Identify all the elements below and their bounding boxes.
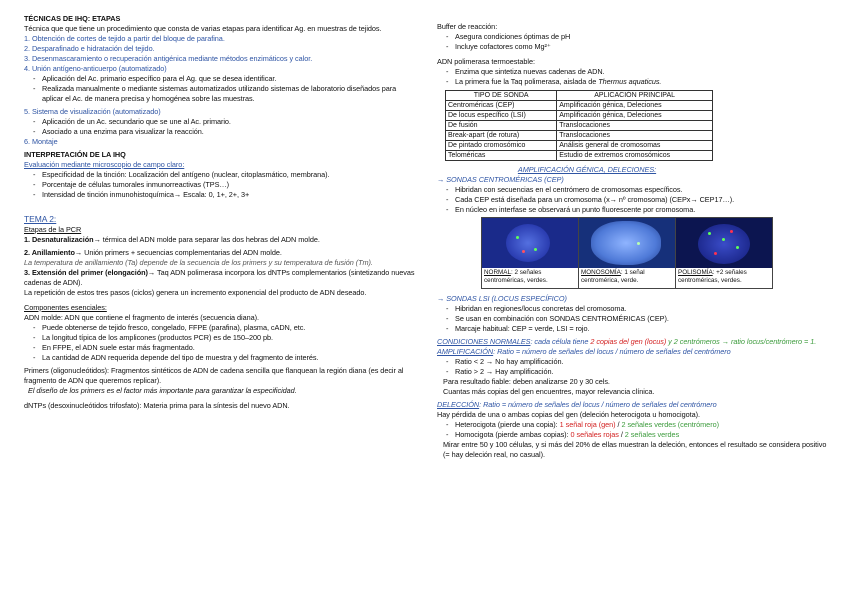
table-row bbox=[446, 121, 713, 131]
tema-2-title: TEMA 2: bbox=[24, 214, 57, 224]
ihq-title: TÉCNICAS DE IHQ: ETAPAS bbox=[24, 14, 121, 23]
taq-text: La primera fue la Taq polimerasa, aislada de bbox=[455, 77, 599, 86]
step-1: 1. Obtención de cortes de tejido a partir del bloque de parafina. bbox=[24, 34, 225, 43]
lsi-item: - Marcaje habitual: CEP = verde, LSI = rojo. bbox=[437, 324, 833, 334]
table-cell: Estudio de extremos cromosómicos bbox=[557, 151, 713, 161]
table-header-row bbox=[446, 91, 713, 101]
buffer-item: - Asegura condiciones óptimas de pH bbox=[437, 32, 833, 42]
pcr-step-3-text: → Taq ADN polimerasa incorpora los dNTPs complementarios (sintetizando nuevas cadenas de ADN). bbox=[24, 268, 415, 287]
table-cell: Translocaciones bbox=[557, 121, 713, 131]
step-5-item: - Asociado a una enzima para visualizar la reacción. bbox=[24, 127, 416, 137]
deletion-final-note: Mirar entre 50 y 100 células, y si más del 20% de ellas muestran la deleción, entonces el resultado se considera positivo (= hay deleción real, no casual). bbox=[443, 440, 827, 459]
pcr-repetition: La repetición de estos tres pasos (ciclos) genera un incremento exponencial del producto de ADN deseado. bbox=[24, 288, 367, 297]
pcr-stages-title: Etapas de la PCR bbox=[24, 225, 82, 234]
het-red: 1 señal roja (gen) bbox=[559, 420, 616, 429]
dntps: dNTPs (desoxinucleótidos trifosfato): Materia prima para la síntesis del nuevo ADN. bbox=[24, 401, 290, 410]
table-header: TIPO DE SONDA bbox=[446, 91, 557, 101]
right-column bbox=[437, 22, 833, 460]
table-cell: Amplificación génica, Deleciones bbox=[557, 111, 713, 121]
table-cell: Análisis general de cromosomas bbox=[557, 141, 713, 151]
adn-molde: ADN molde: ADN que contiene el fragmento de interés (secuencia diana). bbox=[24, 313, 259, 322]
fish-normal bbox=[481, 217, 579, 289]
primers: Primers (oligonucleótidos): Fragmentos sintéticos de ADN de cadena sencilla que flanquean la región diana (es decir al fragmento de ADN que queremos replicar). bbox=[24, 366, 404, 385]
amplification-note-1: Para resultado fiable: deben analizarse 20 y 30 cels. bbox=[443, 377, 610, 386]
amplification-list bbox=[437, 357, 833, 377]
probe-table bbox=[445, 90, 713, 161]
fish-monosomy-image bbox=[579, 218, 675, 268]
table-row bbox=[446, 141, 713, 151]
interp-item: - Porcentaje de células tumorales inmunorreactivas (TPS…) bbox=[24, 180, 416, 190]
deletion-homozygous bbox=[437, 430, 833, 440]
deletion-ratio bbox=[437, 400, 833, 410]
ihq-intro: Técnica que que tiene un procedimiento que consta de varias etapas para identificar Ag. en muestras de tejidos. bbox=[24, 24, 382, 33]
table-cell: De fusión bbox=[446, 121, 557, 131]
components-title: Componentes esenciales: bbox=[24, 303, 107, 312]
het-label: Heterocigota (pierde una copia): bbox=[455, 420, 560, 429]
amplification-ratio-text: : Ratio = número de señales del locus / número de señales del centrómero bbox=[493, 347, 731, 356]
step-5-list bbox=[24, 117, 416, 137]
lsi-heading: → SONDAS LSI (LOCUS ESPECÍFICO) bbox=[437, 294, 567, 303]
interp-title: INTERPRETACIÓN DE LA IHQ bbox=[24, 150, 126, 159]
het-sep: / bbox=[615, 420, 622, 429]
step-2: 2. Desparafinado e hidratación del tejido. bbox=[24, 44, 155, 53]
fish-polysomy bbox=[676, 217, 773, 289]
table-row bbox=[446, 101, 713, 111]
het-green: 2 señales verdes (centrómero) bbox=[621, 420, 719, 429]
deletion-label: DELECCIÓN bbox=[437, 400, 480, 409]
hom-sep: / bbox=[618, 430, 625, 439]
lsi-item: - Se usan en combinación con SONDAS CENTROMÉRICAS (CEP). bbox=[437, 314, 833, 324]
table-cell: Teloméricas bbox=[446, 151, 557, 161]
table-cell: Break-apart (de rotura) bbox=[446, 131, 557, 141]
amplification-ratio bbox=[437, 347, 833, 357]
pcr-step-2-note: La temperatura de anillamiento (Ta) depende de la secuencia de los primers y su temperatura de fusión (Tm). bbox=[24, 258, 373, 267]
amplification-item: - Ratio > 2 → Hay amplificación. bbox=[437, 367, 833, 377]
left-column bbox=[24, 14, 416, 411]
fish-polysomy-label: POLISOMÍA bbox=[678, 269, 713, 276]
normal-conditions-copies: 2 copias del gen (locus) bbox=[590, 337, 667, 346]
buffer-title: Buffer de reacción: bbox=[437, 22, 498, 31]
fish-normal-caption bbox=[482, 268, 578, 288]
pcr-step-2-text: → Unión primers + secuencias complementarias del ADN molde. bbox=[74, 248, 282, 257]
fish-normal-image bbox=[482, 218, 578, 268]
fish-images bbox=[481, 217, 833, 289]
step-3: 3. Desenmascaramiento o recuperación antigénica mediante métodos enzimáticos y calor. bbox=[24, 54, 313, 63]
step-4-list bbox=[24, 74, 416, 104]
normal-conditions-text: : cada célula tiene bbox=[530, 337, 591, 346]
cep-heading: → SONDAS CENTROMÉRICAS (CEP) bbox=[437, 175, 564, 184]
buffer-list bbox=[437, 32, 833, 52]
step-5-item: - Aplicación de un Ac. secundario que se une al Ac. primario. bbox=[24, 117, 416, 127]
fish-monosomy-text: : 1 señal centromérica, verde. bbox=[581, 269, 645, 284]
deletion-ratio-text: : Ratio = número de señales del locus / número de señales del centrómero bbox=[479, 400, 717, 409]
table-row bbox=[446, 131, 713, 141]
adn-molde-item: - En FFPE, el ADN suele estar más fragmentado. bbox=[24, 343, 416, 353]
adn-molde-item: - Puede obtenerse de tejido fresco, congelado, FFPE (parafina), plasma, cADN, etc. bbox=[24, 323, 416, 333]
interp-list bbox=[24, 170, 416, 200]
amplification-item: - Ratio < 2 → No hay amplificación. bbox=[437, 357, 833, 367]
table-row bbox=[446, 111, 713, 121]
deletion-heterozygous bbox=[437, 420, 833, 430]
fish-monosomy-caption bbox=[579, 268, 675, 288]
pcr-step-1 bbox=[24, 235, 416, 245]
step-6: 6. Montaje bbox=[24, 137, 58, 146]
interp-subtitle: Evaluación mediante microscopio de campo claro: bbox=[24, 160, 185, 169]
normal-conditions-label: CONDICIONES NORMALES bbox=[437, 337, 531, 346]
pcr-step-1-text: → térmica del ADN molde para separar las dos hebras del ADN molde. bbox=[93, 235, 320, 244]
table-row bbox=[446, 151, 713, 161]
cep-item: - Cada CEP está diseñada para un cromosoma (x→ nº cromosoma) (CEPx→ CEP17…). bbox=[437, 195, 833, 205]
pcr-step-2-label: 2. Anillamiento bbox=[24, 248, 75, 257]
pcr-step-2 bbox=[24, 248, 416, 258]
fish-monosomy bbox=[579, 217, 676, 289]
polymerase-list bbox=[437, 67, 833, 87]
primers-note: El diseño de los primers es el factor más importante para garantizar la especificidad. bbox=[28, 386, 297, 395]
amplification-label: AMPLIFICACIÓN bbox=[437, 347, 494, 356]
table-cell: Translocaciones bbox=[557, 131, 713, 141]
deletion-description: Hay pérdida de una o ambas copias del gen (deleción heterocigota u homocigota). bbox=[437, 410, 700, 419]
normal-conditions-ratio: y 2 centrómeros → ratio locus/centrómero = 1. bbox=[666, 337, 817, 346]
fish-polysomy-image bbox=[676, 218, 772, 268]
fish-normal-text: : 2 señales centroméricas, verdes. bbox=[484, 269, 548, 284]
adn-molde-list bbox=[24, 323, 416, 363]
polymerase-item: - Enzima que sintetiza nuevas cadenas de ADN. bbox=[437, 67, 833, 77]
buffer-item: - Incluye cofactores como Mg²⁺ bbox=[437, 42, 833, 52]
hom-label: Homocigota (pierde ambas copias): bbox=[455, 430, 571, 439]
adn-molde-item: - La cantidad de ADN requerida depende del tipo de muestra y del fragmento de interés. bbox=[24, 353, 416, 363]
step-4: 4. Unión antígeno-anticuerpo (automatizado) bbox=[24, 64, 167, 73]
polymerase-title: ADN polimerasa termoestable: bbox=[437, 57, 535, 66]
interp-item: - Intensidad de tinción inmunohistoquímica→ Escala: 0, 1+, 2+, 3+ bbox=[24, 190, 416, 200]
fish-monosomy-label: MONOSOMÍA bbox=[581, 269, 621, 276]
amplification-note-2: Cuantas más copias del gen encuentres, mayor relevancia clínica. bbox=[443, 387, 655, 396]
table-cell: De locus específico (LSI) bbox=[446, 111, 557, 121]
normal-conditions bbox=[437, 337, 833, 347]
hom-green: 2 señales verdes bbox=[624, 430, 680, 439]
lsi-item: - Hibridan en regiones/locus concretas del cromosoma. bbox=[437, 304, 833, 314]
fish-polysomy-caption bbox=[676, 268, 772, 288]
table-cell: De pintado cromosómico bbox=[446, 141, 557, 151]
taq-species: Thermus aquaticus. bbox=[598, 77, 662, 86]
cep-list bbox=[437, 185, 833, 215]
interp-item: - Especificidad de la tinción: Localización del antígeno (nuclear, citoplasmático, membrana). bbox=[24, 170, 416, 180]
deletion-list bbox=[437, 420, 833, 440]
amplification-heading: AMPLIFICACIÓN GÉNICA, DELECIONES: bbox=[517, 165, 657, 174]
pcr-step-3 bbox=[24, 268, 416, 288]
table-header: APLICACIÓN PRINCIPAL bbox=[557, 91, 713, 101]
hom-red: 0 señales rojas bbox=[570, 430, 619, 439]
lsi-list bbox=[437, 304, 833, 334]
step-5: 5. Sistema de visualización (automatizado) bbox=[24, 107, 161, 116]
table-cell: Amplificación génica, Deleciones bbox=[557, 101, 713, 111]
pcr-step-1-label: 1. Desnaturalización bbox=[24, 235, 94, 244]
adn-molde-item: - La longitud típica de los amplicones (productos PCR) es de 150–200 pb. bbox=[24, 333, 416, 343]
cep-item: - Hibridan con secuencias en el centrómero de cromosomas específicos. bbox=[437, 185, 833, 195]
step-4-item: - Realizada manualmente o mediante sistemas automatizados utilizando sistemas de laboratorio diseñados para aplicar el Ac. de manera precisa y homogénea sobre las muestras. bbox=[24, 84, 416, 104]
fish-normal-label: NORMAL bbox=[484, 269, 511, 276]
step-4-item: - Aplicación del Ac. primario específico para el Ag. que se desea identificar. bbox=[24, 74, 416, 84]
pcr-step-3-label: 3. Extensión del primer (elongación) bbox=[24, 268, 148, 277]
cep-item: - En núcleo en interfase se observará un punto fluorescente por cromosoma. bbox=[437, 205, 833, 215]
polymerase-item bbox=[437, 77, 833, 87]
table-cell: Centroméricas (CEP) bbox=[446, 101, 557, 111]
fish-polysomy-text: : +2 señales centroméricas, verdes. bbox=[678, 269, 747, 284]
